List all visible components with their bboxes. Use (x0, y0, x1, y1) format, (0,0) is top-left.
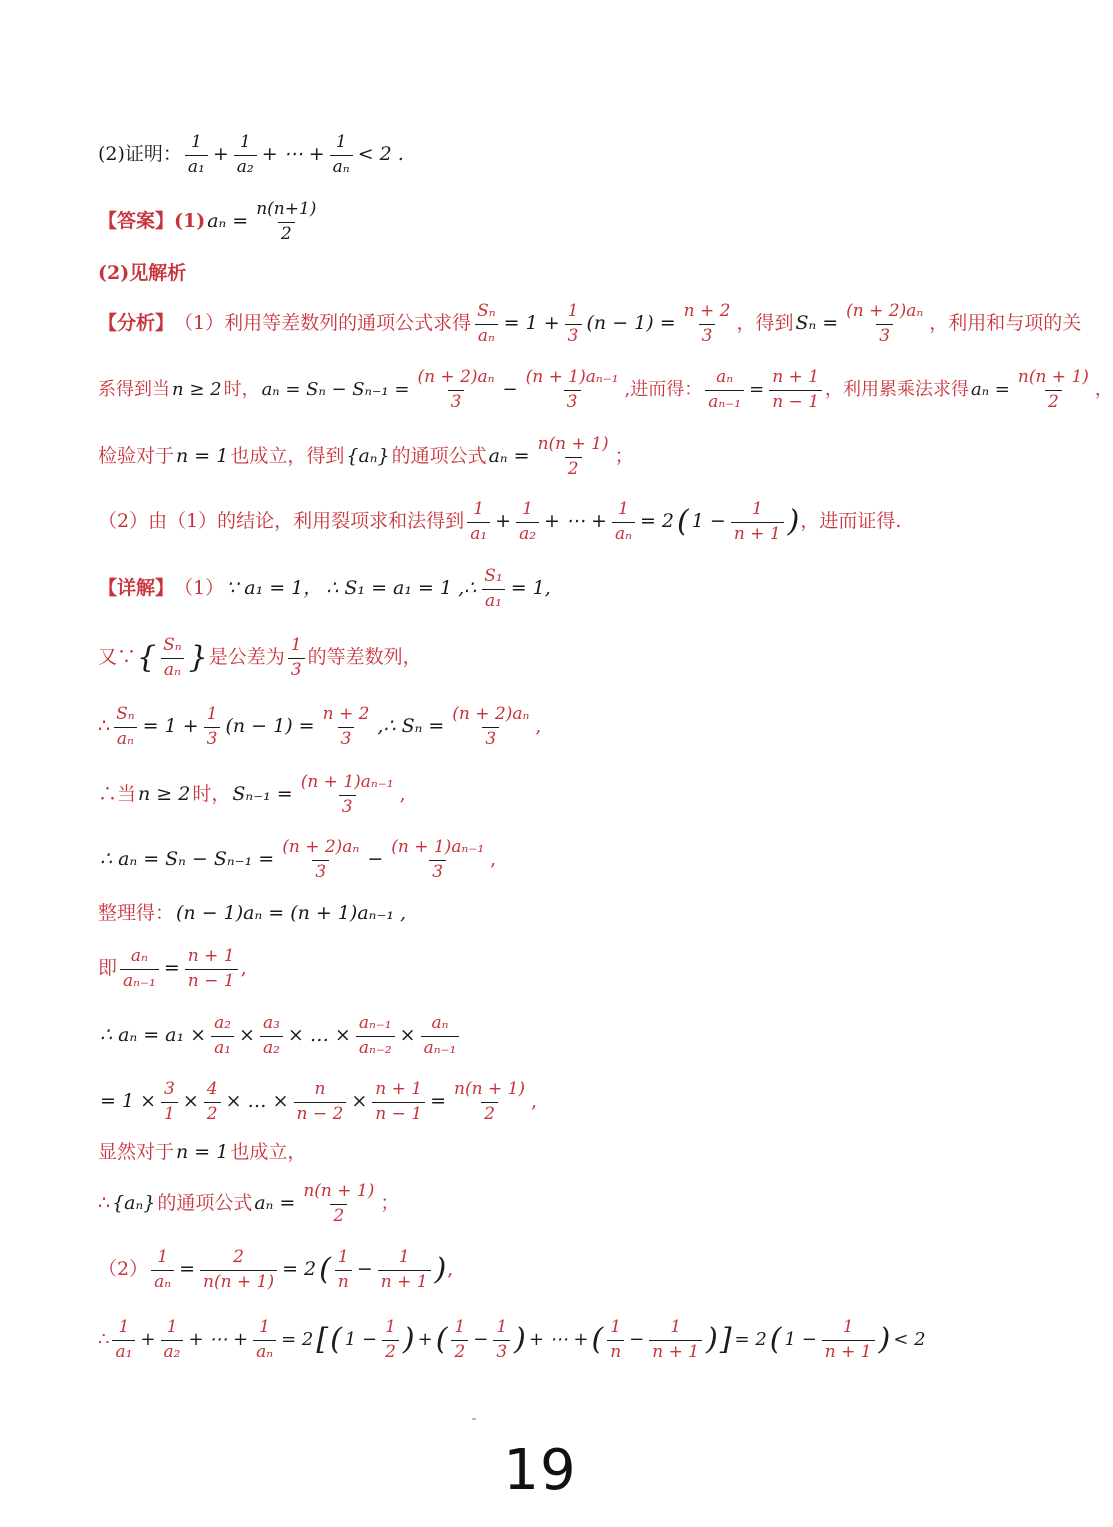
fraction-numerator: n(n + 1) (537, 434, 609, 454)
text-run: (2)见解析 (98, 262, 187, 284)
math-text: {aₙ} (112, 1192, 156, 1215)
analysis-line-2 (98, 367, 1113, 412)
text-run: （1） (174, 577, 225, 600)
math-text: ) (434, 1251, 447, 1287)
fraction (211, 1014, 234, 1058)
math-text: × (351, 1090, 368, 1113)
fraction-denominator: 3 (564, 390, 581, 413)
solution-line-5 (98, 838, 1020, 882)
fraction (769, 368, 822, 412)
solution-line-13 (98, 1318, 1020, 1362)
fraction-numerator: n(n+1) (256, 199, 317, 219)
text-run: ，利用累乘法求得 (825, 378, 970, 400)
text-run: ； (380, 1192, 400, 1215)
math-text: = 2 (639, 510, 675, 533)
fraction-denominator: 3 (338, 727, 355, 750)
fraction (535, 435, 612, 479)
fraction-denominator: a₂ (516, 522, 539, 545)
text-run: 又∵ (98, 646, 137, 669)
fraction-numerator: S₁ (484, 566, 503, 586)
solution-line-6 (98, 903, 1020, 925)
fraction-denominator: aₙ₋₁ (120, 969, 159, 992)
fraction (234, 133, 257, 177)
fraction (294, 1080, 347, 1124)
analysis-line-1 (98, 301, 1082, 346)
fraction (421, 1014, 460, 1058)
math-text: aₙ = (971, 378, 1010, 400)
fraction (120, 947, 159, 991)
fraction-numerator: 1 (335, 132, 347, 152)
fraction-denominator: 3 (699, 324, 716, 347)
math-text: ) (706, 1321, 718, 1357)
fraction-denominator: 2 (451, 1340, 468, 1363)
fraction (481, 567, 505, 611)
fraction (451, 1080, 528, 1124)
fraction-numerator: n + 1 (187, 946, 235, 966)
fraction-denominator: a₁ (185, 155, 208, 178)
fraction (612, 500, 635, 544)
solution-line-11 (98, 1182, 1020, 1226)
solution-line-8 (98, 1014, 1020, 1058)
text-run: , (399, 783, 406, 806)
fraction-numerator: 1 (610, 1317, 622, 1337)
fraction-denominator: n − 1 (372, 1102, 425, 1125)
fraction-denominator: aₙ₋₁ (705, 390, 744, 413)
math-text: Sₙ₋₁ = (232, 783, 293, 806)
math-text: ( (330, 1321, 342, 1357)
text-run: 整理得： (98, 902, 175, 924)
math-text: + (417, 1328, 433, 1350)
fraction-numerator: 1 (454, 1317, 466, 1337)
fraction-denominator: n + 1 (649, 1340, 702, 1363)
fraction-numerator: 1 (157, 1247, 169, 1267)
solution-line-4 (98, 773, 1020, 817)
math-text: < 2 . (357, 143, 404, 166)
math-text: = 1 × (100, 1090, 157, 1113)
fraction-numerator: 1 (259, 1317, 270, 1337)
math-text: ∴ aₙ = Sₙ − Sₙ₋₁ = (100, 848, 275, 871)
fraction (493, 1318, 510, 1362)
text-run: ， (1094, 378, 1113, 400)
math-text: × (182, 1090, 199, 1113)
fraction-denominator: 2 (330, 1204, 347, 1227)
fraction-numerator: a₃ (262, 1013, 280, 1033)
fraction (705, 368, 744, 412)
fraction (372, 1080, 425, 1124)
fraction-denominator: a₁ (211, 1036, 234, 1059)
text-run: 的通项公式 (157, 1192, 253, 1215)
text-run: 即 (98, 957, 118, 980)
fraction-numerator: n(n + 1) (454, 1079, 526, 1099)
math-text: = (163, 957, 180, 980)
math-text: × (399, 1024, 416, 1047)
fraction-denominator: 2 (382, 1340, 399, 1363)
fraction-denominator: n + 1 (731, 522, 784, 545)
text-run: ∴ (98, 715, 111, 738)
fraction (565, 302, 582, 346)
math-text: ( (769, 1321, 782, 1357)
fraction-denominator: aₙ (114, 727, 137, 750)
text-run: , (240, 957, 247, 980)
math-text: [ (316, 1321, 329, 1357)
text-run: , (531, 1090, 538, 1113)
solution-line-9 (98, 1080, 1020, 1124)
text-run: ，得到 (736, 312, 794, 335)
math-text: = 1 + (142, 715, 199, 738)
math-text: − (629, 1328, 645, 1350)
fraction (1015, 368, 1092, 412)
math-text: − (502, 378, 518, 400)
math-text: ( (435, 1321, 448, 1357)
fraction (356, 1014, 395, 1058)
math-text: = 2 (281, 1328, 314, 1350)
fraction-numerator: 1 (670, 1317, 682, 1337)
text-run: ，利用和与项的关 (929, 312, 1082, 335)
fraction-numerator: 2 (233, 1247, 244, 1267)
fraction-numerator: n + 2 (683, 301, 731, 321)
math-text: ∵ a₁ = 1， (226, 577, 323, 600)
fraction (523, 368, 622, 412)
fraction-numerator: a₂ (214, 1013, 232, 1033)
math-text: = 2 (282, 1258, 317, 1281)
math-text: ) (514, 1321, 526, 1357)
fraction-numerator: 1 (190, 132, 202, 152)
analysis-line-4 (98, 500, 1020, 544)
fraction-denominator: aₙ (253, 1340, 276, 1363)
fraction-denominator: n(n + 1) (200, 1270, 277, 1293)
fraction (288, 636, 305, 680)
fraction (253, 1318, 276, 1362)
math-text: + (212, 143, 229, 166)
math-text: = (179, 1258, 196, 1281)
text-run: ∴ (98, 1192, 111, 1215)
fraction-denominator: n (607, 1340, 624, 1363)
math-text: + (495, 510, 512, 533)
fraction-numerator: n + 1 (772, 367, 820, 387)
fraction-numerator: aₙ₋₁ (358, 1013, 392, 1033)
fraction-denominator: 3 (493, 1340, 510, 1363)
label: (2)证明： (98, 143, 182, 166)
fraction-numerator: aₙ (716, 367, 734, 387)
fraction-numerator: 1 (118, 1317, 130, 1337)
math-text: {aₙ} (346, 445, 390, 468)
text-run: （2） (98, 1258, 149, 1281)
math-text: (n − 1) = (225, 715, 315, 738)
math-text: 1 − (344, 1328, 378, 1350)
fraction (681, 302, 734, 346)
fraction-denominator: a₂ (161, 1340, 184, 1363)
math-text: } (188, 639, 208, 675)
answer-tag: 【答案】 (98, 210, 175, 233)
math-text: ] (719, 1321, 732, 1357)
math-text: ( (591, 1321, 604, 1357)
math-text: aₙ = (254, 1192, 296, 1215)
text-run: 检验对于 (98, 445, 175, 468)
math-text: n = 1 (176, 1141, 229, 1163)
fraction-denominator: a₂ (260, 1036, 283, 1059)
fraction-numerator: Sₙ (116, 704, 135, 724)
text-run: 是公差为 (208, 646, 285, 669)
math-text: ( (319, 1251, 331, 1287)
solution-line-7 (98, 947, 1020, 991)
fraction-numerator: n(n + 1) (303, 1181, 375, 1201)
fraction-denominator: 3 (204, 727, 221, 750)
math-text: + ⋯ + (528, 1328, 589, 1350)
answer-line (98, 200, 1020, 244)
math-text: { (137, 639, 157, 675)
math-text: − (367, 848, 384, 871)
math-text: = (749, 378, 765, 400)
fraction-numerator: Sₙ (163, 635, 182, 655)
fraction-numerator: 1 (385, 1317, 396, 1337)
math-text: ) (402, 1321, 415, 1357)
fraction-numerator: n(n + 1) (1017, 367, 1089, 387)
fraction-numerator: aₙ (431, 1013, 449, 1033)
fraction-denominator: 2 (481, 1102, 498, 1125)
text-run: 也成立，得到 (230, 445, 345, 468)
fraction-denominator: aₙ (475, 324, 498, 347)
fraction-denominator: 2 (204, 1102, 221, 1125)
fraction-denominator: aₙ₋₂ (356, 1036, 395, 1059)
fraction (731, 500, 784, 544)
text-run: ； (614, 445, 634, 468)
fraction-numerator: n + 1 (375, 1079, 423, 1099)
fraction (279, 838, 362, 882)
fraction-denominator: n − 2 (294, 1102, 347, 1125)
fraction (320, 705, 373, 749)
fraction (160, 636, 185, 680)
fraction (822, 1318, 875, 1362)
page-number: 19 (503, 1438, 577, 1503)
text-run: 的通项公式 (391, 445, 487, 468)
fraction-numerator: 4 (206, 1079, 218, 1099)
fraction-numerator: (n + 2)aₙ (452, 704, 530, 724)
math-text: × … × (287, 1024, 351, 1047)
fraction-denominator: n (335, 1270, 352, 1293)
math-text: aₙ = Sₙ − Sₙ₋₁ = (261, 378, 410, 400)
text-run: ∴ (98, 1328, 110, 1350)
fraction-numerator: 1 (166, 1317, 178, 1337)
fraction (112, 1318, 135, 1362)
math-text: ) (878, 1321, 891, 1357)
fraction-denominator: n − 1 (185, 969, 238, 992)
math-text: ) (787, 503, 800, 539)
fraction (467, 500, 490, 544)
fraction-denominator: 3 (312, 860, 329, 883)
math-text: ,∴ Sₙ = (377, 715, 445, 738)
fraction-denominator: aₙ (161, 658, 184, 681)
math-text: < 2 (893, 1328, 926, 1350)
fraction-denominator: 3 (288, 658, 305, 681)
fraction-denominator: 2 (278, 222, 295, 245)
analysis-line-3 (98, 435, 1020, 479)
fraction-denominator: 3 (448, 390, 465, 413)
fraction-denominator: a₂ (234, 155, 257, 178)
fraction-numerator: 1 (522, 499, 533, 519)
fraction (451, 1318, 468, 1362)
fraction (204, 705, 221, 749)
math-text: ∴ aₙ = a₁ × (100, 1024, 207, 1047)
fraction (300, 1182, 377, 1226)
fraction-numerator: 1 (206, 704, 218, 724)
text-run: 时， (192, 783, 231, 806)
math-text: (n − 1) = (586, 312, 676, 335)
fraction-denominator: a₁ (482, 589, 505, 612)
text-run: （2）由（1）的结论，利用裂项求和法得到 (98, 510, 465, 533)
fraction-denominator: aₙ₋₁ (421, 1036, 460, 1059)
fraction (185, 947, 238, 991)
analysis-tag: 【分析】 (98, 312, 175, 335)
solution-line-3 (98, 705, 1020, 749)
fraction-denominator: aₙ (151, 1270, 174, 1293)
fraction (260, 1014, 283, 1058)
fraction-denominator: n + 1 (822, 1340, 875, 1363)
fraction-numerator: 1 (496, 1317, 508, 1337)
solution-line-1 (98, 567, 1020, 611)
text-run: ，进而证得. (800, 510, 902, 533)
math-text: ( (677, 503, 689, 539)
fraction (253, 200, 319, 244)
fraction-numerator: (n + 2)aₙ (282, 837, 360, 857)
fraction-denominator: 1 (161, 1102, 178, 1125)
fraction (335, 1248, 352, 1292)
math-text: × … × (225, 1090, 289, 1113)
fraction-numerator: n + 2 (322, 704, 370, 724)
fraction (382, 1318, 399, 1362)
fraction-denominator: aₙ (330, 155, 353, 178)
fraction (607, 1318, 624, 1362)
fraction (378, 1248, 431, 1292)
math-text: = 2 (734, 1328, 767, 1350)
fraction (161, 1318, 184, 1362)
text-run: (1) (174, 210, 206, 233)
math-text: n ≥ 2 (138, 783, 191, 806)
fraction-numerator: 1 (239, 132, 251, 152)
fraction (330, 133, 353, 177)
text-run: 系得到当 (98, 378, 170, 400)
fraction (843, 302, 926, 346)
fraction-numerator: (n + 1)aₙ₋₁ (300, 772, 394, 792)
fraction-numerator: 1 (473, 499, 485, 519)
text-run: , (535, 715, 542, 738)
fraction-numerator: (n + 1)aₙ₋₁ (525, 367, 619, 387)
fraction-numerator: (n + 2)aₙ (846, 301, 924, 321)
text-run: , (490, 848, 497, 871)
fraction (449, 705, 532, 749)
fraction-numerator: Sₙ (477, 301, 496, 321)
text-run: ∴当 (98, 783, 137, 806)
solution-line-12 (98, 1248, 1020, 1292)
problem-part2 (98, 133, 1020, 177)
solution-line-2 (98, 636, 1020, 680)
scan-speck (472, 1418, 476, 1420)
fraction-numerator: 1 (398, 1247, 410, 1267)
fraction-denominator: aₙ (612, 522, 635, 545)
text-run: 时， (223, 378, 260, 400)
fraction (113, 705, 138, 749)
fraction-numerator: (n + 2)aₙ (417, 367, 495, 387)
math-text: = (430, 1090, 447, 1113)
fraction (298, 773, 397, 817)
solution-line-10 (98, 1142, 1020, 1164)
fraction-denominator: n + 1 (378, 1270, 431, 1293)
math-text: aₙ = (488, 445, 530, 468)
fraction-denominator: 3 (429, 860, 446, 883)
fraction-denominator: 2 (1045, 390, 1062, 413)
answer-part2 (98, 263, 1020, 285)
fraction-denominator: 3 (565, 324, 582, 347)
math-text: × (239, 1024, 255, 1047)
math-text: = 1, (510, 577, 551, 600)
fraction (649, 1318, 702, 1362)
text-run: 的等差数列， (307, 646, 422, 669)
math-text: + ⋯ + (544, 510, 607, 533)
fraction-denominator: 2 (565, 457, 582, 480)
math-text: − (473, 1328, 489, 1350)
math-text: 1 − (784, 1328, 817, 1350)
fraction (474, 302, 499, 346)
math-text: − (356, 1258, 373, 1281)
fraction-denominator: n − 1 (769, 390, 822, 413)
fraction-numerator: 1 (751, 499, 763, 519)
fraction (200, 1248, 277, 1292)
fraction-numerator: n (314, 1079, 326, 1099)
text-run: 显然对于 (98, 1141, 175, 1163)
fraction-numerator: 1 (618, 499, 629, 519)
fraction-denominator: a₁ (467, 522, 490, 545)
fraction (414, 368, 497, 412)
math-text: + (140, 1328, 156, 1350)
math-text: 1 − (691, 510, 726, 533)
fraction (161, 1080, 178, 1124)
fraction-numerator: aₙ (130, 946, 148, 966)
solution-tag: 【详解】 (98, 577, 175, 600)
text-run: 也成立， (230, 1141, 307, 1163)
math-text: + ⋯ + (261, 143, 325, 166)
fraction-numerator: 1 (567, 301, 579, 321)
fraction (151, 1248, 174, 1292)
fraction-numerator: (n + 1)aₙ₋₁ (391, 837, 485, 857)
fraction-denominator: a₁ (112, 1340, 135, 1363)
math-text: = 1 + (503, 312, 560, 335)
text-run: ,进而得： (624, 378, 703, 400)
math-text: n ≥ 2 (172, 378, 222, 400)
math-text: aₙ = (207, 210, 249, 233)
math-text: + ⋯ + (188, 1328, 249, 1350)
math-text: n = 1 (176, 445, 229, 468)
text-run: （1）利用等差数列的通项公式求得 (174, 312, 472, 335)
fraction-denominator: 3 (876, 324, 893, 347)
fraction-numerator: 1 (337, 1247, 349, 1267)
fraction (388, 838, 487, 882)
fraction (204, 1080, 221, 1124)
fraction-numerator: 1 (842, 1317, 854, 1337)
fraction (185, 133, 208, 177)
text-run: , (447, 1258, 454, 1281)
fraction (516, 500, 539, 544)
fraction-denominator: 3 (339, 795, 356, 818)
fraction-denominator: 3 (482, 727, 499, 750)
math-text: Sₙ = (795, 312, 839, 335)
math-text: (n − 1)aₙ = (n + 1)aₙ₋₁ , (176, 902, 407, 924)
math-text: ∴ S₁ = a₁ = 1 ,∴ (326, 577, 477, 600)
fraction-numerator: 1 (290, 635, 302, 655)
fraction-numerator: 3 (164, 1079, 175, 1099)
